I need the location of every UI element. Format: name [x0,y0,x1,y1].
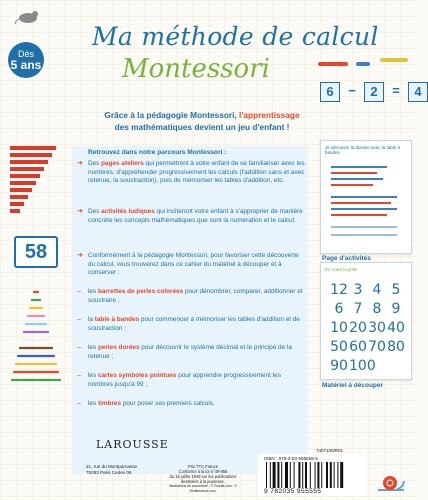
item-text: pour découvrir le système décimal et le principe de la retenue ; [88,344,292,360]
barcode-number: 9 782035 955555 [264,488,322,495]
list-item [77,400,306,409]
grid-number: 70 [368,339,386,355]
title-line-1: Ma méthode de calcul [92,22,379,51]
item-text: Des [88,208,102,215]
grid-number: 7 [353,301,363,317]
arrow-icon: ➜ [77,252,83,259]
list-item [77,160,306,186]
grid-number: 6 [334,301,344,317]
grid-number: 60 [349,339,367,355]
publisher-logo: LAROUSSE [96,438,169,451]
equation-card: 6 [320,82,340,102]
barcode-bar [285,462,288,488]
barcode-bar [266,462,267,488]
activity-page-illustration [327,157,405,247]
item-text: les [88,288,98,295]
equation-cards [320,82,428,102]
legal-notice [164,464,242,495]
content-panel [72,146,308,474]
item-text: pour poser ses premiers calculs. [121,400,215,407]
publisher-address [86,464,137,476]
legal-line: Illustrations de couverture : © Fotolia.com ; © Shutterstock.com. [169,484,237,494]
red-rod [10,153,52,157]
barcode-bar [273,462,276,488]
panel-title: Retrouvez dans notre parcours Montessori : [88,149,227,156]
isbn-label: ISBN : 978-2-03-595555-5 [264,456,318,461]
barcode-bar [330,462,332,488]
red-rod [10,209,20,213]
red-rod [10,146,56,150]
red-rod [10,167,44,171]
item-text: pour dénombrer, comparer, additionner et soustraire ; [88,288,303,304]
age-badge-line2: 5 ans [10,58,42,72]
address-line: 21, rue du Montparnasse [86,464,138,469]
dash-icon: – [77,344,81,351]
legal-line: destinées à la jeunesse. [181,479,225,485]
barcode-bar [302,462,303,488]
mouse-illustration [14,8,42,24]
item-keyword: cartes symboles pointues [97,372,177,379]
item-keyword: perles dorées [97,344,140,351]
equation-card: − [348,83,356,98]
legal-line: du 16 juillet 1949 sur les publications [169,474,237,480]
grid-number: 10 [330,320,348,336]
item-text: les [88,344,98,351]
red-rod [10,174,40,178]
intro-text [72,110,332,133]
grid-number: 100 [349,358,376,374]
intro-line1b: l'apprentissage [239,110,300,120]
item-text: pour apprendre progressivement les nombres jusqu'à 99 ; [88,372,281,388]
dash-icon: – [77,316,81,323]
bead-bar [356,62,370,66]
list-item [77,288,306,305]
equation-card: = [392,83,400,98]
barcode-bar [270,462,271,488]
reference-code: 7407100/R01 [316,448,344,453]
barcode-bar [337,462,338,488]
barcode-bar [305,462,307,488]
age-badge-line1: Dès [17,49,34,59]
barcode-bar [290,462,291,488]
list-item [77,316,306,333]
red-rod [10,188,32,192]
item-keyword: pages ateliers [101,160,144,167]
snail-illustration [376,472,408,492]
item-text: les [88,372,98,379]
red-rod [10,181,36,185]
barcode-bar [281,462,282,488]
bead-bar [318,62,348,66]
legal-line: Prix TTC France [188,464,218,469]
list-item [77,372,306,389]
title-line-2: Montessori [122,54,270,84]
list-item [77,208,306,225]
intro-line2: des mathématiques devient un jeu d'enfant ! [114,121,290,132]
grid-number: 3 [353,282,363,298]
arrow-icon: ➜ [77,208,83,215]
item-text: les [88,400,98,407]
list-item [77,344,306,361]
thumbnail-title: En route la grille [325,267,358,272]
red-rod [10,202,24,206]
number-card-58: 58 [14,236,58,268]
barcode-bar [317,462,319,488]
barcode-icon [264,462,360,488]
barcode-bar [277,462,279,488]
grid-number: 9 [391,301,401,317]
activity-page-caption: Page d'activités [322,255,371,262]
item-text: la [88,316,95,323]
age-badge [8,42,44,78]
item-keyword: timbres [97,400,122,407]
grid-number: 8 [372,301,382,317]
item-keyword: table à bandes [94,316,140,323]
item-text: Conformément à la pédagogie Montessori, pour favoriser cette découverte du calcul, vous trouverez dans ce cahier du matériel à découper et à conserver : [88,252,299,277]
bead-bar [380,58,408,62]
dash-icon: – [77,372,81,379]
item-text: Des [88,160,102,167]
barcode-bar [294,462,295,488]
address-line: 75283 Paris Cedex 06 [86,470,132,475]
item-keyword: barrettes de perles colorées [97,288,184,295]
grid-number: 4 [372,282,382,298]
barcode-bar [334,462,335,488]
legal-line: Conforme à la loi n°49-956 [178,469,228,475]
equation-card: 2 [364,82,384,102]
red-rod [10,160,48,164]
item-text: pour commencer à mémoriser les tables d'addition et de soustraction ; [88,316,300,332]
barcode-bar [340,462,343,488]
number-grid [330,282,410,374]
dash-icon: – [77,400,81,407]
red-rod [10,195,28,199]
item-keyword: activités ludiques [101,208,155,215]
activity-page-thumbnail [320,140,412,254]
cutout-material-caption: Matériel à découper [322,382,384,389]
grid-number: 12 [330,282,348,298]
list-item [77,252,306,278]
item-text: qui permettront à votre enfant de se familiariser avec les nombres, d'appréhender progressivement les calculs (l'addition sans et avec retenue, la soustraction), puis de mémoriser les tables d'addition, etc. [88,160,305,185]
arrow-icon: ➜ [77,160,83,167]
item-text: qui inciteront votre enfant à s'approprier de manière concrète les concepts mathématiques que sont la numération et le calcul. [88,208,303,224]
bead-tower-illustration [6,284,66,412]
grid-number: 40 [387,320,405,336]
grid-number: 5 [391,282,401,298]
equation-card: 4 [408,82,428,102]
grid-number: 90 [330,358,348,374]
dash-icon: – [77,288,81,295]
barcode-bar [321,462,322,488]
barcode-bar [298,462,300,488]
thumbnail-title: Je découvre la dizaine avec la table à bandes [325,145,401,155]
barcode-bar [315,462,316,488]
grid-number: 80 [387,339,405,355]
barcode-bar [326,462,328,488]
barcode-bar [310,462,311,488]
grid-number: 30 [368,320,386,336]
grid-number: 50 [330,339,348,355]
grid-number: 20 [349,320,367,336]
intro-line1a: Grâce à la pédagogie Montessori, [104,110,240,120]
